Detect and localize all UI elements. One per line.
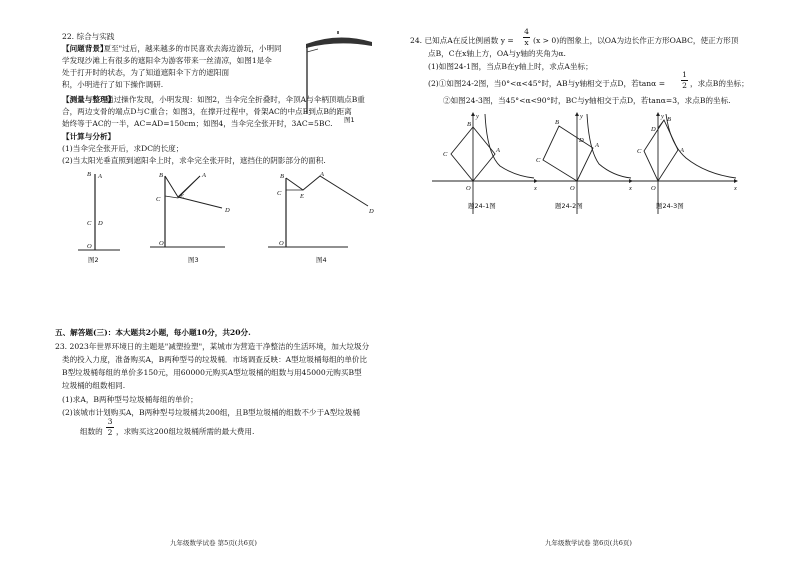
svg-text:O: O [87,243,92,250]
figure-1-umbrella [298,28,380,123]
figure-3 [150,168,240,264]
svg-text:A: A [595,142,599,149]
svg-text:x: x [734,185,737,192]
q24-inverse-fraction: 4 x [524,27,529,47]
svg-text:y: y [476,113,479,120]
svg-text:O: O [279,240,284,247]
fig1-caption: 图1 [344,116,355,123]
svg-text:D: D [225,207,230,214]
svg-text:E: E [180,193,184,200]
svg-text:O: O [466,185,471,192]
figure-4 [268,168,378,264]
svg-text:A: A [496,147,500,154]
svg-text:B: B [667,116,671,123]
svg-text:y: y [580,113,583,120]
svg-text:D: D [579,137,584,144]
svg-text:O: O [570,185,575,192]
svg-text:B: B [159,172,163,179]
svg-text:题24-1图: 题24-1图 [468,202,496,210]
footer-page-5: 九年级数学试卷 第5页(共6页) [170,539,257,547]
svg-text:图3: 图3 [188,256,199,264]
svg-text:C: C [637,148,642,155]
svg-text:A: A [680,147,684,154]
svg-text:B: B [280,173,284,180]
q23-fraction: 3 2 [107,417,113,437]
svg-text:x: x [534,185,537,192]
svg-text:B: B [467,121,471,128]
q24-tan-fraction: 1 2 [682,70,687,90]
svg-text:A: A [320,171,324,178]
svg-text:D: D [651,126,656,133]
footer-page-6: 九年级数学试卷 第6页(共6页) [545,539,632,547]
svg-text:A: A [202,172,206,179]
figure-24-3 [630,110,740,214]
svg-text:C: C [87,220,92,227]
svg-text:D: D [98,220,103,227]
svg-text:C: C [443,151,448,158]
svg-text:题24-3图: 题24-3图 [656,202,684,210]
svg-text:C: C [156,196,161,203]
section-heading-5: 五、解答题(三)：本大题共2小题，每小题10分，共20分. [55,328,251,337]
svg-text:x: x [629,185,632,192]
figure-24-2 [525,110,635,214]
svg-text:B: B [555,119,559,126]
svg-text:y: y [661,113,664,120]
svg-text:图4: 图4 [316,256,327,264]
svg-text:E: E [300,193,304,200]
svg-text:题24-2图: 题24-2图 [555,202,583,210]
svg-text:O: O [651,185,656,192]
q22-heading: 22. 综合与实践 [62,32,115,41]
figure-2 [78,168,128,264]
figure-24-1 [430,110,540,214]
svg-text:O: O [159,240,164,247]
svg-text:C: C [536,157,541,164]
svg-text:A: A [98,173,102,180]
svg-text:图2: 图2 [88,256,99,264]
svg-text:C: C [277,190,282,197]
svg-text:D: D [369,208,374,215]
svg-text:B: B [87,171,91,178]
